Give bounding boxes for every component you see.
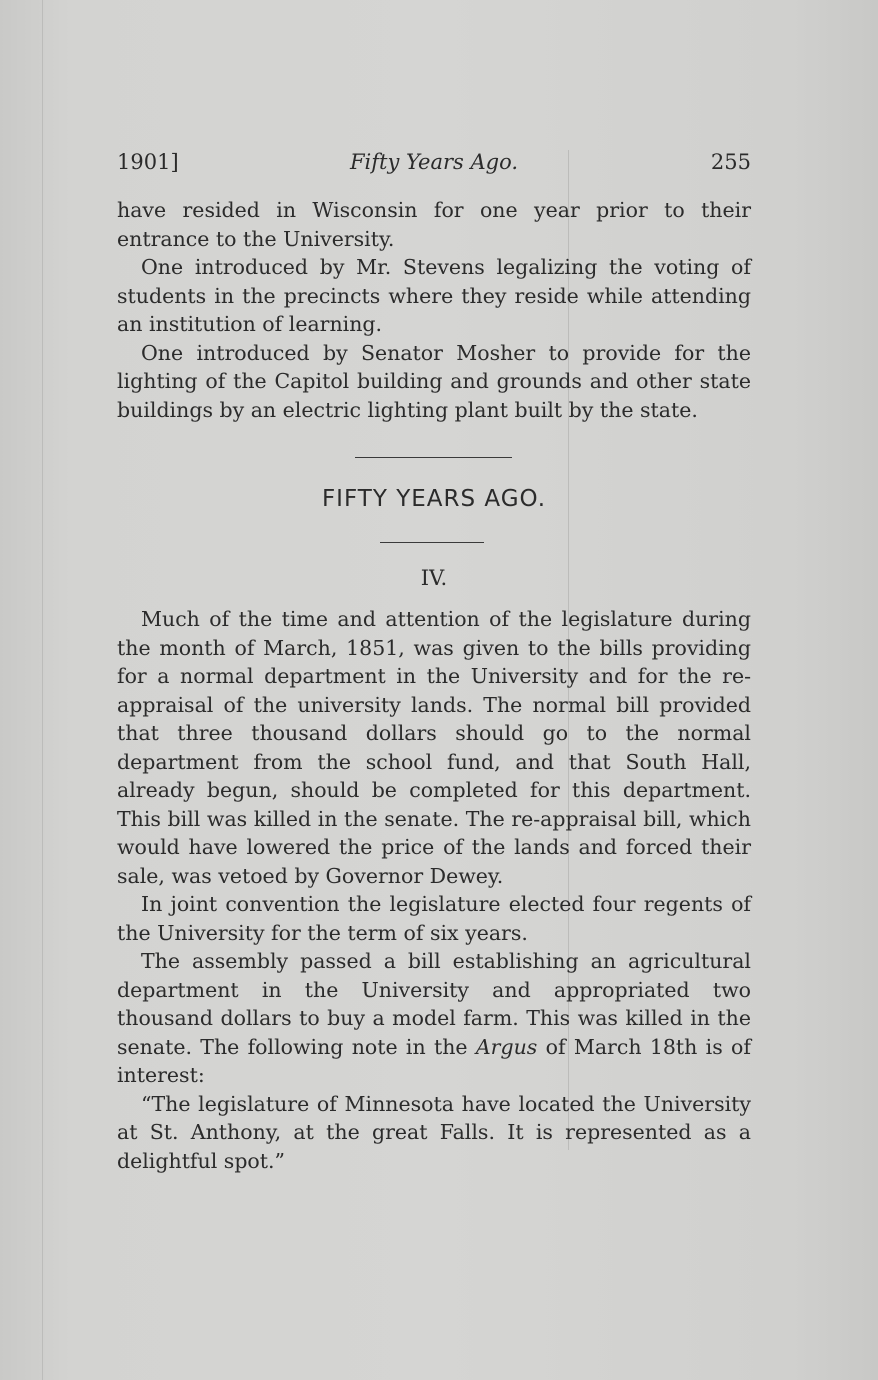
section-divider-top [355, 457, 512, 458]
intro-paragraph: have resided in Wisconsin for one year prior to their entrance to the University. [117, 198, 751, 251]
header-page-number: 255 [710, 150, 751, 174]
assembly-text-after: of March 18th is of interest: [117, 1034, 751, 1087]
section-number: IV. [420, 566, 448, 590]
header-year: 1901] [117, 150, 179, 174]
intro-text [117, 196, 751, 424]
intro-paragraph: One introduced by Senator Mosher to provide for the lighting of the Capitol building and grounds and other state buildings by an electric lighting plant built by the state. [117, 340, 751, 422]
argus-title: Argus [475, 1034, 538, 1059]
header-running-title: Fifty Years Ago. [349, 150, 519, 174]
body-text [117, 605, 751, 1175]
body-paragraph-assembly [117, 947, 751, 1090]
intro-paragraph: One introduced by Mr. Stevens legalizing the voting of students in the precincts where they reside while attending an institution of learning. [117, 255, 751, 336]
section-title: FIFTY YEARS AGO. [321, 486, 547, 512]
quote-paragraph: “The legislature of Minnesota have located the University at St. Anthony, at the great Falls. It is represented as a delightful spot.” [117, 1091, 751, 1173]
body-paragraph: Much of the time and attention of the legislature during the month of March, 1851, was given to the bills providing for a normal department in the University and for the re-appraisal of the university lands. The normal bill provided that three thousand dollars should go to the normal department from the school fund, and that South Hall, already begun, should be completed for this department. This bill was killed in the senate. The re-appraisal bill, which would have lowered the price of the lands and forced their sale, was vetoed by Governor Dewey. [117, 607, 751, 888]
section-divider-bottom [380, 542, 484, 543]
page-edge-line [42, 0, 43, 1380]
running-head [117, 150, 751, 180]
assembly-text-before: The assembly passed a bill establishing an agricultural department in the University and appropriated two thousand dollars to buy a model farm. This was killed in the senate. The following note in the [117, 949, 751, 1059]
body-paragraph: In joint convention the legislature elected four regents of the University for the term of six years. [117, 892, 751, 945]
